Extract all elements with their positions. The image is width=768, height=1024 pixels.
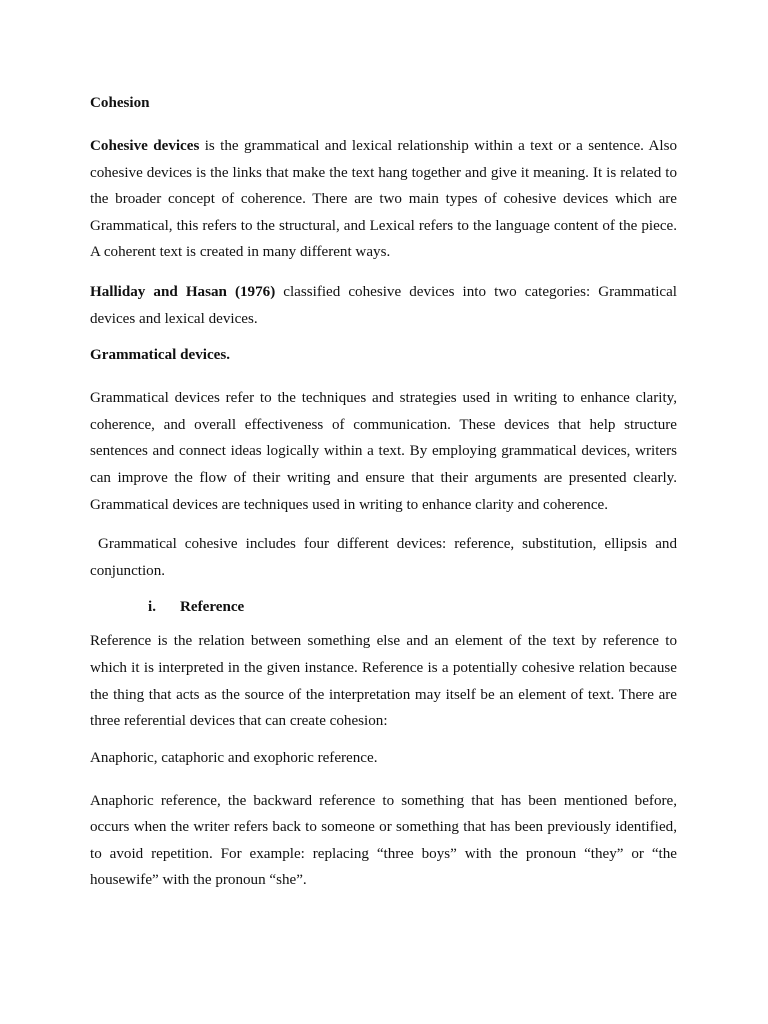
paragraph-cohesive-devices xyxy=(90,133,677,266)
paragraph-reference: Reference is the relation between something else and an element of the text by reference to which it is interpreted in the given instance. Reference is a potentially cohesive relation because the thing that acts as the source of the interpretation may itself be an element of text. There are three referential devices that can create cohesion: xyxy=(90,633,677,730)
paragraph-grammatical-devices: Grammatical devices refer to the techniques and strategies used in writing to enhance clarity, coherence, and overall effectiveness of communication. These devices that help structure sentences and connect ideas logically within a text. By employing grammatical devices, writers can improve the flow of their writing and ensure that their arguments are presented clearly. Grammatical devices are techniques used in writing to enhance clarity and coherence. xyxy=(90,390,677,513)
paragraph-anaphoric: Anaphoric reference, the backward reference to something that has been mentioned before, occurs when the writer refers back to someone or something that has been previously identified, to avoid repetition. For example: replacing “three boys” with the pronoun “they” or “the housewife” with the pronoun “she”. xyxy=(90,792,677,889)
list-label: Reference xyxy=(180,599,245,616)
list-number: i. xyxy=(148,599,156,616)
paragraph-reference-types: Anaphoric, cataphoric and exophoric reference. xyxy=(90,749,378,766)
section-title: Cohesion xyxy=(90,95,150,111)
paragraph-halliday-hasan xyxy=(90,279,677,332)
paragraph-grammatical-cohesive: Grammatical cohesive includes four different devices: reference, substitution, ellipsis and conjunction. xyxy=(90,536,677,579)
paragraph-text: is the grammatical and lexical relationship within a text or a sentence. Also cohesive devices is the links that make the text hang together and give it meaning. It is related to the broader concept of coherence. There are two main types of cohesive devices which are Grammatical, this refers to the structural, and Lexical refers to the language content of the piece. A coherent text is created in many different ways. xyxy=(90,138,677,261)
term-cohesive-devices: Cohesive devices xyxy=(90,138,200,154)
document-page xyxy=(90,93,677,907)
paragraph-text: classified cohesive devices into two categories: Grammatical devices and lexical devices. xyxy=(90,283,677,327)
list-heading-reference xyxy=(90,597,677,617)
subheading-grammatical-devices: Grammatical devices. xyxy=(90,347,230,364)
citation-halliday-hasan: Halliday and Hasan (1976) xyxy=(90,283,276,300)
